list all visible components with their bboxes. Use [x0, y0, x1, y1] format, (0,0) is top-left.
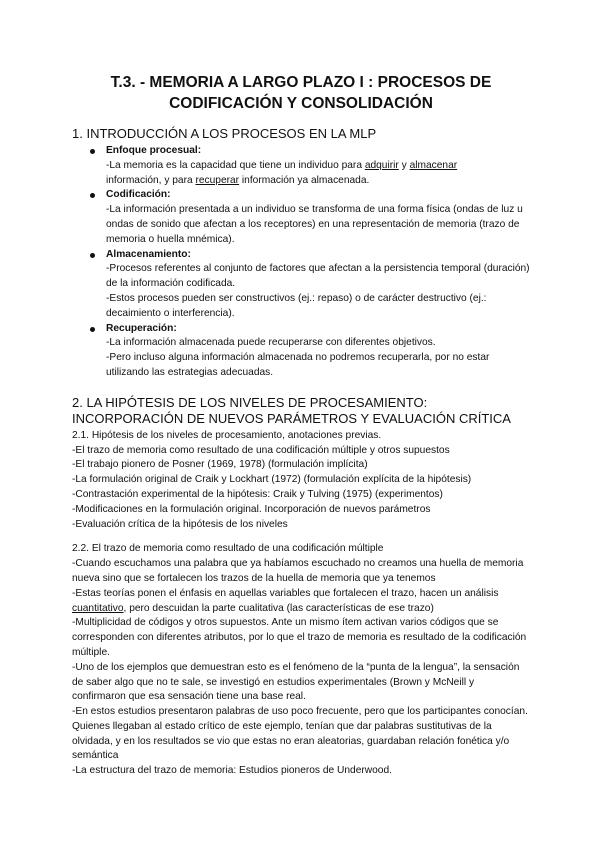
text-line: -Contrastación experimental de la hipótesis: Craik y Tulving (1975) (experimentos) [72, 488, 443, 500]
bullet-text: -Procesos referentes al conjunto de factores que afectan a la persistencia temporal (duración) de la información codificada. [106, 263, 530, 290]
bullet-title: Almacenamiento: [106, 248, 191, 260]
bullet-title: Enfoque procesual: [106, 145, 202, 156]
bullet-enfoque-procesual [106, 144, 530, 188]
bullet-text: -La memoria es la capacidad que tiene un individuo para adquirir y almacenar información, y para recuperar información ya almacenada. [106, 159, 458, 186]
text-line: -Modificaciones en la formulación original. Incorporación de nuevos parámetros [72, 503, 431, 515]
bullet-recuperacion [106, 322, 530, 381]
section-2-1-list [72, 429, 530, 533]
bullet-dot-icon [90, 327, 95, 332]
text-line: 2.1. Hipótesis de los niveles de procesamiento, anotaciones previas. [72, 429, 382, 441]
section-2-heading: 2. LA HIPÓTESIS DE LOS NIVELES DE PROCESAMIENTO: INCORPORACIÓN DE NUEVOS PARÁMETROS Y EVALUACIÓN CRÍTICA [72, 394, 511, 426]
section-2-2 [72, 542, 530, 779]
section-1-bullet-list [72, 144, 530, 381]
underlined-word: cuantitativo [72, 602, 124, 614]
paragraph: -La estructura del trazo de memoria: Estudios pioneros de Underwood. [72, 765, 392, 777]
paragraph: -Uno de los ejemplos que demuestran esto es el fenómeno de la “punta de la lengua”, la sensación de saber algo que no te sale, se investigó en estudios experimentales (Brown y McNeill y confirmaron que esa sensación tiene una base real. [72, 661, 520, 703]
page-title [72, 72, 530, 114]
text-line: -La formulación original de Craik y Lockhart (1972) (formulación explícita de la hipótesis) [72, 474, 472, 486]
underlined-word: almacenar [409, 159, 458, 171]
paragraph: -En estos estudios presentaron palabras de uso poco frecuente, pero que los participantes conocían. Quienes llegaban al estado crítico de este ejemplo, tenían que dar palabras sustitutivas de la olvidada, y en los resultados se vio que estas no eran aleatorias, guardaban relación fonética y/o semántica [72, 706, 528, 762]
paragraph: -Estas teorías ponen el énfasis en aquellas variables que fortalecen el trazo, hacen un análisis cuantitativo, pero descuidan la parte cualitativa (las características de ese trazo) [72, 587, 499, 614]
section-1-heading: 1. INTRODUCCIÓN A LOS PROCESOS EN LA MLP [72, 126, 377, 141]
text-line: -Evaluación crítica de la hipótesis de los niveles [72, 518, 288, 530]
underlined-word: adquirir [364, 159, 399, 171]
title-line-2: CODIFICACIÓN Y CONSOLIDACIÓN [169, 95, 433, 112]
bullet-text: -La información presentada a un individuo se transforma de una forma física (ondas de luz u ondas de sonido que afectan a los receptores) en una representación de memoria (trazo de memoria o huella mnémica). [106, 204, 523, 245]
title-line-1: T.3. - MEMORIA A LARGO PLAZO I : PROCESOS DE [110, 74, 492, 91]
underlined-word: recuperar [195, 174, 240, 186]
paragraph: -Cuando escuchamos una palabra que ya habíamos escuchado no creamos una huella de memoria nueva sino que se fortalecen los trazos de la huella de memoria que ya tenemos [72, 558, 524, 584]
bullet-text: -Estos procesos pueden ser constructivos (ej.: repaso) o de carácter destructivo (ej.: decaimiento o interferencia). [106, 292, 487, 319]
bullet-title: Recuperación: [106, 322, 177, 334]
text-line: -El trabajo pionero de Posner (1969, 1978) (formulación implícita) [72, 459, 368, 471]
text-line: -El trazo de memoria como resultado de una codificación múltiple y otros supuestos [72, 444, 450, 456]
bullet-codificacion [106, 188, 530, 247]
bullet-title: Codificación: [106, 189, 171, 201]
bullet-almacenamiento [106, 248, 530, 322]
subsection-heading: 2.2. El trazo de memoria como resultado de una codificación múltiple [72, 543, 384, 555]
bullet-text: -Pero incluso alguna información almacenada no podremos recuperarla, por no estar utilizando las estrategias adecuadas. [106, 352, 490, 378]
bullet-dot-icon [90, 253, 95, 258]
bullet-text: -La información almacenada puede recuperarse con diferentes objetivos. [106, 337, 436, 349]
spacer [72, 532, 530, 542]
bullet-dot-icon [90, 193, 95, 198]
paragraph: -Multiplicidad de códigos y otros supuestos. Ante un mismo ítem activan varios códigos que se corresponden con diferentes atributos, por lo que el trazo de memoria es resultado de la codificación múltiple. [72, 617, 527, 658]
bullet-dot-icon [90, 149, 95, 154]
